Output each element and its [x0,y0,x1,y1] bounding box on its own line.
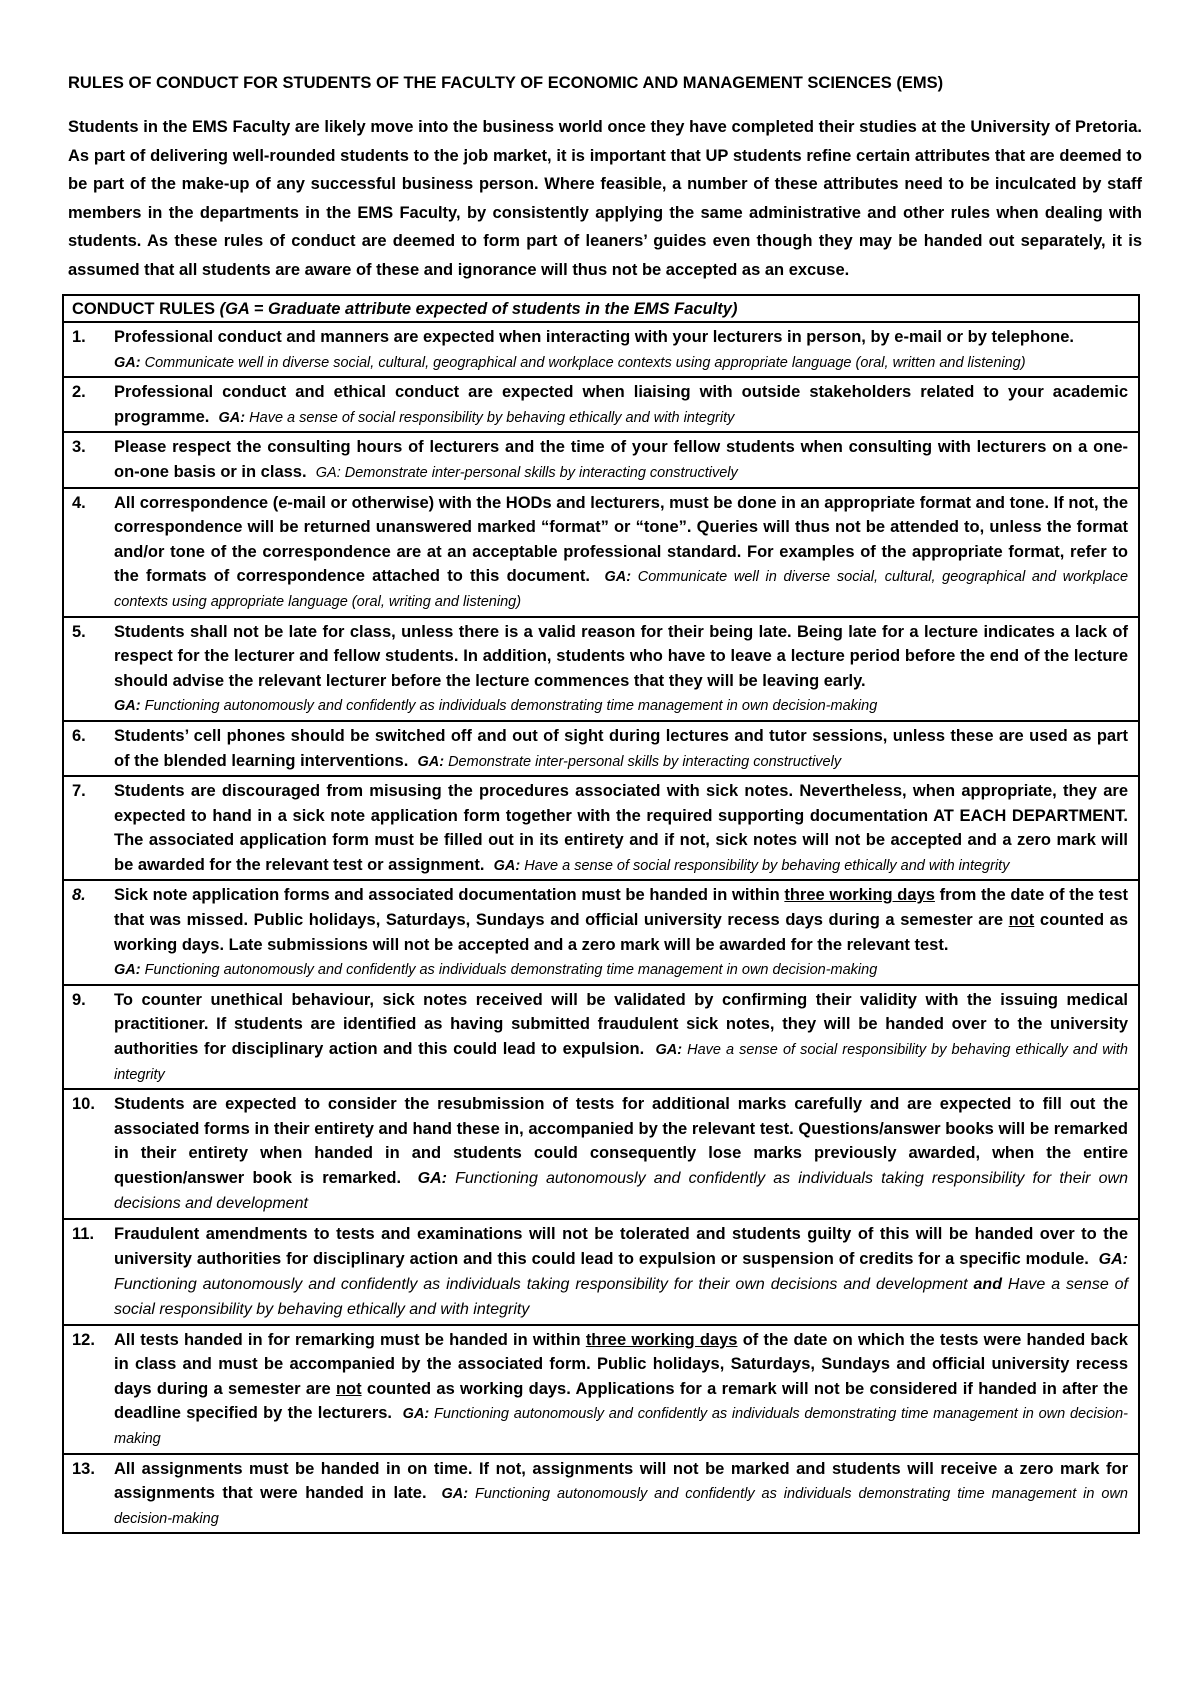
ga-text: Have a sense of social responsibility by behaving ethically and with integrity [114,1042,1128,1083]
ga-label: GA: [114,354,141,371]
ga-text: Functioning autonomously and confidently as individuals demonstrating time management in own decision-making [114,1486,1128,1527]
ga-text: Functioning autonomously and confidently as individuals demonstrating time management in own decision-making [144,962,878,979]
table-row [63,322,1139,377]
rule-number: 7. [72,782,86,801]
rule-item [64,1455,1138,1533]
ga-label: GA: [604,569,632,586]
rule-body [114,435,1128,484]
ga-label: GA [315,464,337,481]
rule-number: 3. [72,438,86,457]
intro-paragraph: Students in the EMS Faculty are likely move into the business world once they have completed their studies at the University of Pretoria. As part of delivering well-rounded students to the job market, it is important that UP students refine certain attributes that are deemed to be part of the make-up of any successful business person. Where feasible, a number of these attributes need to be inculcated by staff members in the departments in the EMS Faculty, by consistently applying the same administrative and other rules when dealing with students. As these rules of conduct are deemed to form part of leaners’ guides even though they may be handed out separately, it is assumed that all students are aware of these and ignorance will thus not be accepted as an excuse. [68,118,1142,279]
rule-cell [63,880,1139,984]
rule-body [114,1328,1128,1451]
rule-text: Students are discouraged from misusing the procedures associated with sick notes. Nevertheless, when appropriate, they are expected to hand in a sick note application form together with the required supporting documentation AT EACH DEPARTMENT. The associated application form must be filled out in its entirety and if not, sick notes will not be accepted and a zero mark will be awarded for the relevant test or assignment. [114,782,1128,874]
rule-text: All correspondence (e-mail or otherwise) with the HODs and lecturers, must be done in an appropriate format and tone. If not, the correspondence will be returned unanswered marked “format” or “tone”. Queries will thus not be attended to, unless the format and/or tone of the correspondence are at an acceptable professional standard. For examples of the appropriate format, refer to the formats of correspondence attached to this document. [114,493,1128,586]
rule-number: 10. [72,1095,95,1114]
table-header-cell [63,295,1139,322]
rule-text: Students’ cell phones should be switched off and out of sight during lectures and tutor sessions, unless these are used as part of the blended learning interventions. [114,726,1128,770]
rule-number: 6. [72,726,86,745]
ga-text: Functioning autonomously and confidently as individuals demonstrating time management in own decision-making [144,698,878,715]
rule-text-underlined: not [335,1379,362,1398]
rule-item [64,777,1138,879]
rule-text: Professional conduct and ethical conduct are expected when liaising with outside stakeholders related to your academic programme. [114,383,1128,426]
rule-text-part: counted as working days. Late submissions will not be accepted and a zero mark will be awarded for the relevant test. [114,911,1128,954]
rule-text-part: of the date on which the tests were handed back in class and must be accompanied by the associated form. Public holidays, Saturdays, Sundays and official university recess days during a semester are [114,1330,1128,1398]
graduate-attribute [316,465,738,481]
rule-cell [63,1325,1139,1454]
rule-number: 4. [72,493,86,512]
rule-number: 9. [72,990,86,1009]
rule-number: 2. [72,383,86,402]
rule-text: All assignments must be handed in on time. If not, assignments will not be marked and students will receive a zero mark for assignments that were handed in late. [114,1459,1128,1503]
table-row [63,432,1139,487]
rule-item [64,722,1138,775]
rule-body [114,325,1128,374]
table-header-note: (GA = Graduate attribute expected of students in the EMS Faculty) [219,300,738,318]
table-row [63,776,1139,880]
rule-cell [63,488,1139,617]
table-row [63,880,1139,984]
rule-cell [63,1454,1139,1534]
rule-text-part: All tests handed in for remarking must be handed in within [114,1330,586,1349]
rule-text-underlined: three working days [585,1330,738,1349]
table-row [63,1219,1139,1325]
rule-text-part: counted as working days. Applications for a remark will not be considered if handed in after the deadline specified by the lecturers. [114,1379,1128,1423]
ga-text: Have a sense of social responsibility by behaving ethically and with integrity [249,409,735,426]
table-row [63,377,1139,432]
ga-text: Have a sense of social responsibility by behaving ethically and with integrity [524,857,1010,874]
rule-text-part: Sick note application forms and associated documentation must be handed in within [114,886,785,905]
rule-number: 5. [72,622,86,641]
ga-text: Functioning autonomously and confidently as individuals demonstrating time management in own decision-making [114,1406,1128,1447]
table-row [63,617,1139,721]
rule-text-underlined: three working days [784,886,935,905]
table-row [63,1325,1139,1454]
rule-text: Please respect the consulting hours of lecturers and the time of your fellow students when consulting with lecturers on a one-on-one basis or in class. [114,438,1128,481]
ga-label: GA: [114,698,141,715]
ga-label: GA: [655,1042,683,1059]
rule-body [114,491,1128,614]
ga-label: GA: [1098,1250,1128,1268]
rule-number: 12. [72,1330,95,1349]
rule-item [64,1090,1138,1218]
table-header-row [63,295,1139,322]
ga-label: GA: [218,409,246,426]
ga-conjunction: and [973,1275,1002,1293]
ga-text: Functioning autonomously and confidently as individuals taking responsibility for their own decisions and development [114,1275,968,1293]
table-row [63,985,1139,1089]
rule-item [64,1220,1138,1324]
ga-text: Functioning autonomously and confidently as individuals taking responsibility for their own decisions and development [114,1170,1128,1212]
rule-body [114,380,1128,429]
graduate-attribute [114,962,877,978]
rule-item [64,378,1138,431]
rule-item [64,489,1138,616]
rule-body [114,883,1128,981]
table-row [63,488,1139,617]
rule-cell [63,432,1139,487]
rule-item [64,433,1138,486]
ga-text: Demonstrate inter-personal skills by interacting constructively [448,753,842,770]
graduate-attribute [114,698,877,714]
rule-text-underlined: not [1008,911,1035,930]
rule-cell [63,322,1139,377]
rule-cell [63,377,1139,432]
table-header-label: CONDUCT RULES [72,300,220,318]
rule-item [64,986,1138,1088]
rule-text-part: from the date of the test that was missed. Public holidays, Saturdays, Sundays and official university recess days during a semester are [114,886,1128,930]
ga-label: GA: [441,1486,469,1503]
ga-label: GA: [114,962,141,979]
rule-body [114,988,1128,1086]
ga-text: : Demonstrate inter-personal skills by interacting constructively [336,464,738,481]
table-row [63,1454,1139,1534]
graduate-attribute [417,754,841,770]
ga-text-second: Have a sense of social responsibility by behaving ethically and with integrity [114,1275,1129,1318]
ga-text: Communicate well in diverse social, cultural, geographical and workplace contexts using appropriate language (oral, written and listening) [144,354,1026,371]
rule-text [114,886,1128,953]
ga-label: GA: [417,753,445,770]
rule-cell [63,1089,1139,1219]
rule-text: To counter unethical behaviour, sick notes received will be validated by confirming their validity with the issuing medical practitioner. If students are identified as having submitted fraudulent sick notes, they will be handed over to the university authorities for disciplinary action and this could lead to expulsion. [114,990,1128,1059]
table-row [63,1089,1139,1219]
ga-label: GA: [493,857,521,874]
rule-body [114,724,1128,773]
graduate-attribute [219,410,735,426]
rule-text: Fraudulent amendments to tests and examinations will not be tolerated and students guilty of this will be handed over to the university authorities for disciplinary action and this could lead to expulsion or suspension of credits for a specific module. [114,1225,1128,1268]
rule-item [64,1326,1138,1453]
ga-text: Communicate well in diverse social, cultural, geographical and workplace contexts using appropriate language (oral, writing and listening) [114,569,1129,610]
graduate-attribute [494,858,1010,874]
rule-text: Students shall not be late for class, unless there is a valid reason for their being late. Being late for a lecture indicates a lack of respect for the lecturer and fellow students. In addition, students who have to leave a lecture period before the end of the lecture should advise the relevant lecturer before the lecture commences that they will be leaving early. [114,622,1128,690]
document-page [68,74,1142,1534]
rule-cell [63,1219,1139,1325]
graduate-attribute [114,355,1026,371]
table-row [63,721,1139,776]
rule-cell [63,985,1139,1089]
rule-cell [63,617,1139,721]
rule-body [114,1092,1128,1216]
rule-cell [63,721,1139,776]
rule-number: 13. [72,1459,95,1478]
rule-body [114,1222,1128,1322]
ga-label: GA: [402,1406,430,1423]
rule-item [64,881,1138,983]
rule-body [114,620,1128,718]
rule-item [64,618,1138,720]
rule-text: Students are expected to consider the resubmission of tests for additional marks carefully and are expected to fill out the associated forms in their entirety and hand these in, accompanied by the relevant test. Questions/answer books will be remarked in their entirety when handed in and students could consequently lose marks previously awarded, when the entire question/answer book is remarked. [114,1095,1128,1187]
rule-body [114,779,1128,877]
rule-number: 1. [72,328,86,346]
rule-cell [63,776,1139,880]
rule-text: Professional conduct and manners are expected when interacting with your lecturers in person, by e-mail or by telephone. [114,328,1074,346]
rule-number: 11. [72,1225,95,1243]
rule-item [64,323,1138,376]
ga-label: GA: [417,1170,447,1187]
rule-body [114,1457,1128,1531]
conduct-rules-table [62,294,1140,1534]
document-title: RULES OF CONDUCT FOR STUDENTS OF THE FACULTY OF ECONOMIC AND MANAGEMENT SCIENCES (EMS) [68,74,944,92]
rule-number: 8. [72,886,86,905]
